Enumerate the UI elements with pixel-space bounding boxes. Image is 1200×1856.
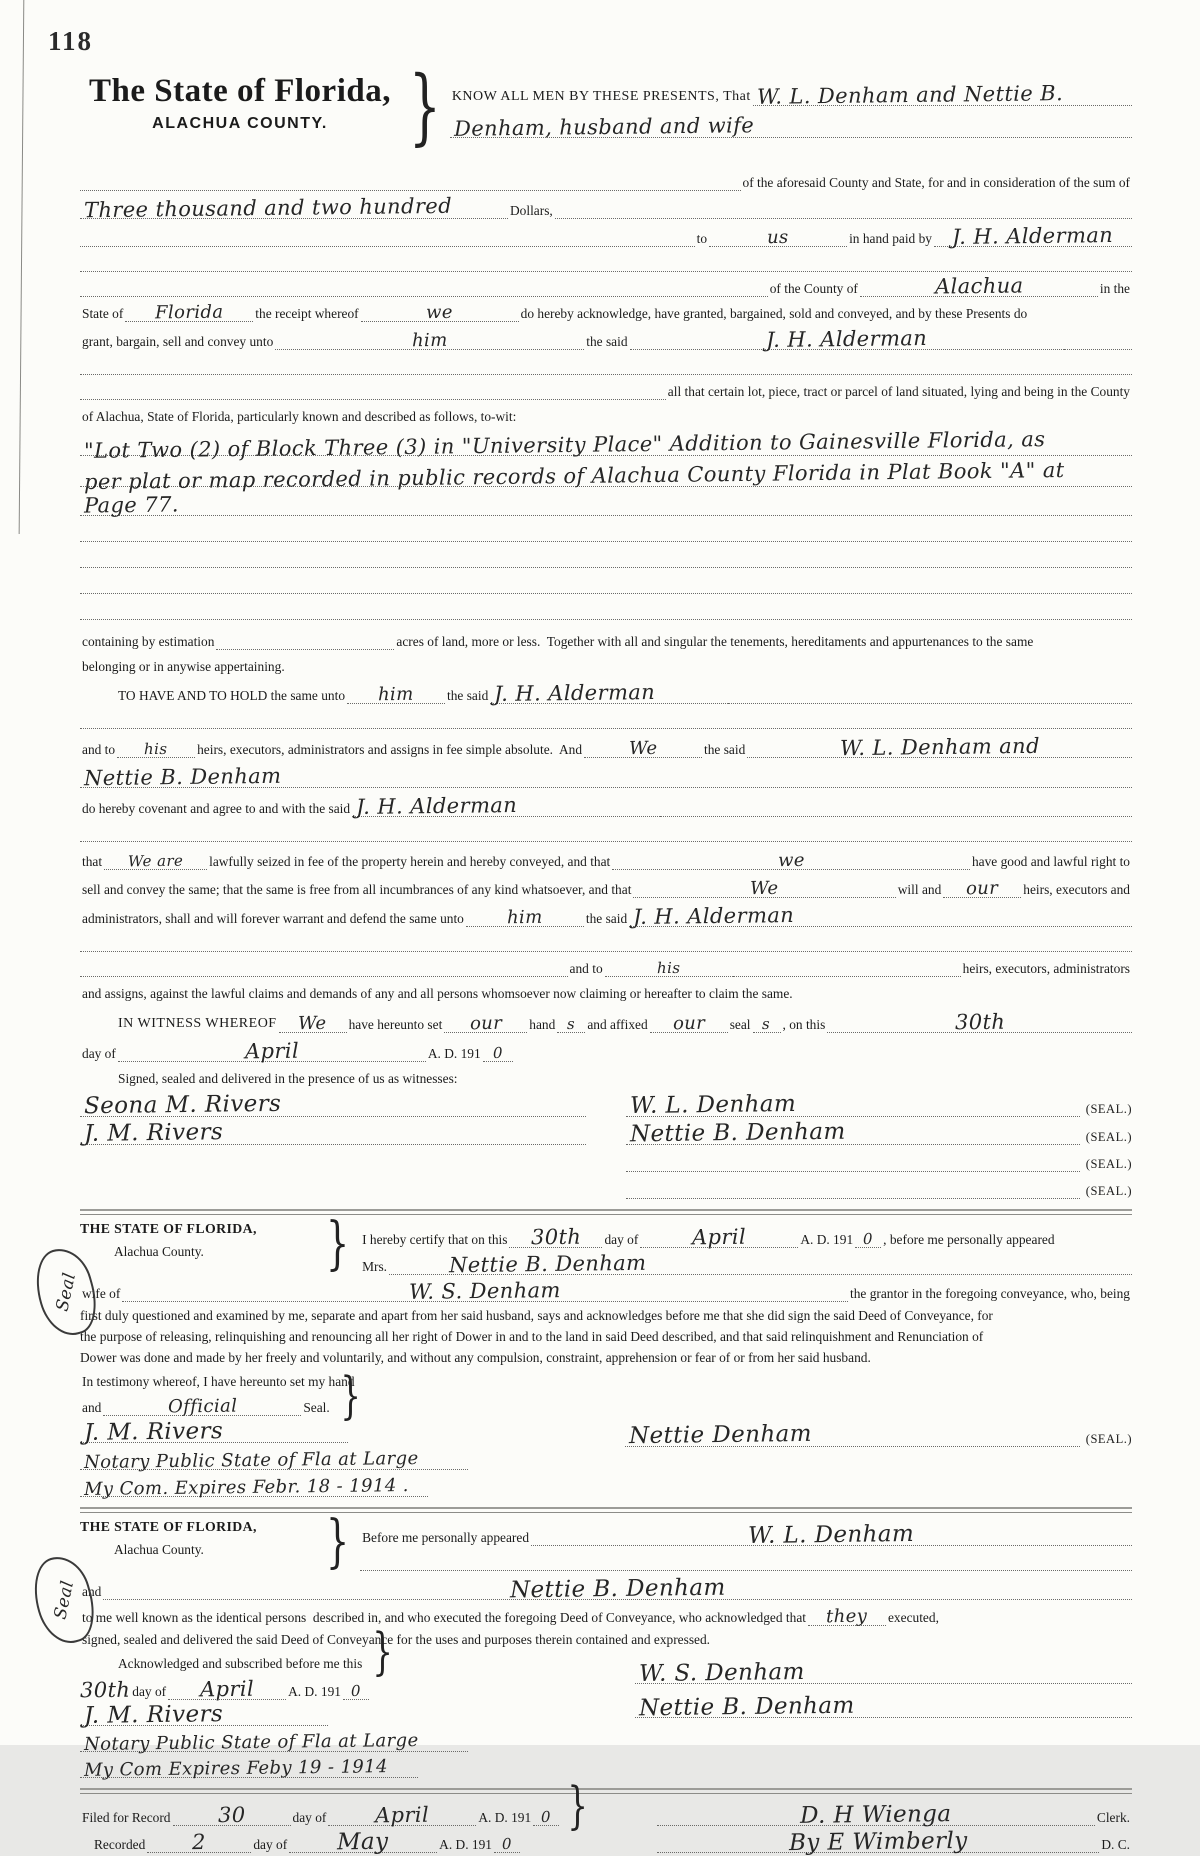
handwritten-we: we: [426, 301, 454, 323]
clerk-signature: D. H Wienga: [800, 1800, 952, 1829]
filed-ad: A. D. 191: [478, 1810, 532, 1826]
before-me-text: , before me personally appeared: [883, 1232, 1055, 1247]
handwritten-filed-month: April: [375, 1802, 430, 1828]
notary-state-heading: THE STATE OF FLORIDA,: [80, 1221, 257, 1236]
handwritten-month: April: [244, 1038, 300, 1063]
to-have-line: [80, 675, 1132, 704]
acknowledge-text: do hereby acknowledge, have granted, bargained, sold and conveyed, and by these Presents do: [520, 306, 1028, 321]
will-and-text: will and: [897, 882, 942, 897]
handwritten-grantor-names-2: Denham, husband and wife: [453, 112, 755, 141]
grantor-signature-1: W. L. Denham: [629, 1091, 797, 1120]
known-line: [80, 1600, 1132, 1626]
heirs-fee-text: heirs, executors, administrators and assigns in fee simple absolute. And: [197, 742, 583, 757]
dower-body-1: first duly questioned and examined by me, separate and apart from her said husband, says and acknowledges before me that she did sign the said Deed of Conveyance, for: [80, 1308, 993, 1323]
handwritten-ack2-day: 30th: [79, 1678, 131, 1703]
the-said-text-4: the said: [585, 911, 628, 926]
grantor-2-line: [80, 758, 1132, 788]
assigns-text: and assigns, against the lawful claims and demands of any and all persons whomsoever now claiming or hereafter to claim the same.: [82, 986, 793, 1001]
seized-text: lawfully seized in fee of the property herein and hereby conveyed, and that: [209, 854, 611, 869]
handwritten-ack2-month: April: [199, 1676, 255, 1702]
document-header: [80, 57, 1132, 166]
granting-line-amount: [80, 191, 1132, 222]
granting-line-state: [80, 297, 1132, 322]
handwritten-him-2: him: [378, 683, 414, 705]
ack-ad-text: A. D. 191: [800, 1232, 854, 1247]
receipt-text: the receipt whereof: [255, 306, 359, 321]
blank-dotted-line: [80, 542, 1132, 568]
handwritten-grantee-2: J. H. Alderman: [494, 679, 656, 706]
handwritten-description-3: Page 77.: [83, 492, 179, 518]
grantor-signature-2: Nettie B. Denham: [629, 1119, 846, 1148]
seal-scrawl-text-2: Seal: [49, 1578, 78, 1622]
executed-text: executed,: [887, 1610, 939, 1626]
handwritten-his-2: his: [656, 958, 681, 977]
record-brace: }: [567, 1775, 589, 1835]
document-title: The State of Florida,: [89, 73, 391, 109]
handwritten-we-are: We are: [127, 851, 184, 870]
witness-signature-1: Seona M. Rivers: [83, 1091, 282, 1120]
handwritten-amount: Three thousand and two hundred: [83, 193, 453, 222]
deputy-clerk-signature: By E Wimberly: [788, 1827, 968, 1856]
clerk-label: Clerk.: [1096, 1810, 1130, 1826]
handwritten-payee: us: [767, 226, 790, 248]
handwritten-state: Florida: [154, 301, 224, 324]
handwritten-official: Official: [167, 1395, 238, 1418]
recorded-ad: A. D. 191: [439, 1837, 492, 1853]
recorded-day-of: day of: [253, 1837, 288, 1853]
header-brace: }: [408, 57, 441, 155]
witness-signature-2: J. M. Rivers: [83, 1119, 224, 1148]
day-of-line: [80, 1033, 1132, 1062]
seal-word-text: Seal.: [303, 1400, 330, 1416]
wife-of-text: wife of: [82, 1286, 121, 1301]
notary-state-heading-2: THE STATE OF FLORIDA,: [80, 1519, 257, 1535]
testimony-block: [80, 1365, 1132, 1500]
testimony-brace: }: [340, 1365, 361, 1425]
ack-signer-2: Nettie B. Denham: [638, 1692, 855, 1722]
heirs-claims-line: [80, 952, 1132, 977]
acknowledged-brace: }: [372, 1621, 394, 1681]
the-said-text-2: the said: [447, 688, 489, 703]
handwritten-s-2: s: [762, 1014, 771, 1033]
certify-text: I hereby certify that on this: [362, 1232, 508, 1247]
day-of-text: day of: [82, 1046, 116, 1061]
blank-dotted-line: [80, 594, 1132, 620]
in-witness-text: IN WITNESS WHEREOF: [118, 1016, 277, 1032]
wife-of-line: [80, 1275, 1132, 1302]
handwritten-person-2: Nettie B. Denham: [509, 1574, 726, 1604]
in-the-text: in the: [1099, 281, 1130, 296]
handwritten-grantor-2: Nettie B. Denham: [83, 763, 282, 790]
and-to-text-2: and to: [569, 961, 603, 976]
notary-title-hw: Notary Public State of Fla at Large: [83, 1447, 419, 1473]
assigns-line: [80, 977, 1132, 1002]
handwritten-recorded-year: 0: [501, 1834, 513, 1853]
handwritten-person-1: W. L. Denham: [748, 1520, 915, 1549]
notary-title-hw-2: Notary Public State of Fla at Large: [83, 1729, 419, 1755]
handwritten-they: they: [826, 1605, 868, 1628]
handwritten-his: his: [144, 739, 168, 758]
seized-line: [80, 842, 1132, 870]
handwritten-ack2-year: 0: [350, 1681, 362, 1700]
aforesaid-text: of the aforesaid County and State, for and in consideration of the sum of: [742, 175, 1130, 190]
handwritten-year-digit: 0: [492, 1043, 503, 1062]
handwritten-him-3: him: [506, 906, 543, 928]
ack2-ad: A. D. 191: [288, 1684, 341, 1700]
handwritten-our: our: [966, 877, 999, 899]
handwritten-our-3: our: [672, 1012, 705, 1034]
handwritten-him: him: [411, 329, 448, 351]
administrators-text: administrators, shall and will forever warrant and defend the same unto: [82, 911, 464, 926]
blank-dotted-line: [80, 568, 1132, 594]
granting-line-convey: [80, 322, 1132, 350]
covenant-text: do hereby covenant and agree to and with the said: [82, 801, 351, 816]
seal-label: (SEAL.): [1085, 1184, 1132, 1198]
dower-ack-header: [80, 1210, 1132, 1277]
dower-signer-signature: Nettie Denham: [628, 1421, 813, 1450]
notary-expiry-hw-2: My Com Expires Feby 19 - 1914: [83, 1756, 389, 1781]
dower-body-2: the purpose of releasing, relinquishing and renouncing all her right of Dower in and to the land in said Deed described, and that said relinquishment and Renunciation of: [80, 1328, 984, 1344]
handwritten-ack-year: 0: [863, 1229, 874, 1248]
acknowledged-text: Acknowledged and subscribed before me this: [118, 1656, 363, 1672]
granting-line-county: [80, 272, 1132, 297]
handwritten-we-5: We: [298, 1012, 327, 1034]
belonging-line: [80, 650, 1132, 675]
handwritten-ack-day: 30th: [530, 1224, 582, 1249]
containing-text: containing by estimation: [82, 634, 215, 649]
granting-line-paid-by: [80, 219, 1132, 247]
blank-dotted-line: [80, 704, 1132, 729]
blank-dotted-line: [80, 817, 1132, 842]
handwritten-we-3: we: [777, 849, 805, 871]
handwritten-payer: J. H. Alderman: [952, 222, 1114, 249]
grant-unto-text: grant, bargain, sell and convey unto: [82, 334, 274, 349]
seal-text: seal: [729, 1017, 751, 1032]
handwritten-we-2: We: [628, 737, 658, 759]
seal-label: (SEAL.): [1085, 1431, 1132, 1446]
that-text: that: [82, 854, 103, 869]
ack-signer-1: W. S. Denham: [638, 1658, 805, 1687]
granting-line-all-that: [80, 375, 1132, 400]
handwritten-wife-name: Nettie B. Denham: [448, 1250, 647, 1277]
handwritten-day-30: 30th: [954, 1009, 1005, 1034]
blank-dotted-line: [80, 516, 1132, 542]
sell-convey-line: [80, 870, 1132, 898]
blank-dotted-line: [80, 927, 1132, 952]
filed-label: Filed for Record: [82, 1810, 171, 1826]
in-witness-line: [80, 1002, 1132, 1033]
acres-text: acres of land, more or less. Together with all and singular the tenements, hereditaments and appurtenances to the same: [396, 634, 1034, 649]
handwritten-recorded-day: 2: [192, 1829, 207, 1854]
notary-brace-2: }: [325, 1508, 350, 1575]
seal-label: (SEAL.): [1085, 1130, 1132, 1144]
scan-edge-artifact: [19, 0, 25, 534]
seal-scrawl-text: Seal: [51, 1270, 80, 1314]
filed-day-of: day of: [292, 1810, 327, 1826]
and-person-2-line: [80, 1571, 1132, 1604]
belonging-text: belonging or in anywise appertaining.: [82, 659, 285, 674]
and-word-2: and: [82, 1584, 102, 1600]
known-text: to me well known as the identical persons described in, and who executed the foregoing Deed of Conveyance, who acknowledged that: [82, 1610, 806, 1626]
notary-county-heading-2: Alachua County.: [114, 1542, 204, 1558]
the-said-text: the said: [586, 334, 628, 349]
handwritten-grantee-3: J. H. Alderman: [355, 792, 518, 819]
to-have-text: TO HAVE AND TO HOLD the same unto: [118, 688, 346, 703]
page-number: 118: [48, 26, 94, 56]
of-county-text: of the County of: [769, 281, 858, 296]
good-right-text: have good and lawful right to: [971, 854, 1130, 869]
recorded-label: Recorded: [94, 1837, 146, 1853]
handwritten-recorded-month: May: [337, 1828, 390, 1856]
on-this-text: , on this: [782, 1017, 826, 1032]
sell-convey-text: sell and convey the same; that the same is free from all incumbrances of any kind whatsoever, and that: [82, 882, 632, 897]
signature-block: [80, 1087, 1132, 1199]
state-of-text: State of: [82, 306, 124, 321]
heirs-and-text: heirs, executors and: [1023, 882, 1130, 897]
handwritten-grantee-4: J. H. Alderman: [633, 902, 795, 929]
signed-delivered-line: [80, 1626, 1132, 1648]
mrs-text: Mrs.: [362, 1259, 388, 1274]
to-wit-text: of Alachua, State of Florida, particularly known and described as follows, to-wit:: [82, 409, 517, 424]
handwritten-county: Alachua: [934, 273, 1024, 299]
blank-dotted-line: [80, 247, 1132, 272]
and-word-text: and: [82, 1400, 102, 1416]
covenant-line: [80, 788, 1132, 817]
deputy-clerk-label: D. C.: [1101, 1837, 1130, 1853]
handwritten-grantee: J. H. Alderman: [766, 325, 928, 352]
signed-sealed-line: [80, 1062, 1132, 1087]
recording-block: [80, 1775, 1132, 1856]
fee-simple-line: [80, 729, 1132, 758]
handwritten-husband-name: W. S. Denham: [409, 1277, 562, 1304]
dower-body-3: Dower was done and made by her freely and voluntarily, and without any compulsion, constraint, apprehension or fear of or from her said husband.: [80, 1349, 871, 1365]
section-divider: [80, 1209, 1132, 1215]
ack-day-of-text: day of: [604, 1232, 639, 1247]
dollars-text: Dollars,: [510, 203, 553, 218]
seal-label: (SEAL.): [1085, 1157, 1132, 1171]
notary-brace: }: [325, 1210, 350, 1277]
affixed-text: and affixed: [587, 1017, 648, 1032]
handwritten-filed-day: 30: [217, 1802, 246, 1828]
notary-county-heading: Alachua County.: [114, 1244, 204, 1259]
handwritten-s-1: s: [567, 1014, 576, 1033]
handwritten-description-2: per plat or map recorded in public records of Alachua County Florida in Plat Book "A" at: [83, 457, 1065, 494]
hereunto-text: have hereunto set: [348, 1017, 443, 1032]
blank-dotted-line: [80, 350, 1132, 375]
granting-line-aforesaid: [80, 166, 1132, 191]
ack2-day-of: day of: [132, 1684, 167, 1700]
handwritten-we-4: We: [750, 877, 779, 899]
notary-signature: J. M. Rivers: [83, 1417, 224, 1446]
testimony-text: In testimony whereof, I have hereunto set my hand: [82, 1374, 355, 1390]
granting-line-to-wit: [80, 400, 1132, 425]
notary-expiry-hw: My Com. Expires Febr. 18 - 1914 .: [83, 1474, 409, 1500]
handwritten-grantor-1: W. L. Denham and: [839, 733, 1040, 760]
and-to-text: and to: [82, 742, 116, 757]
heirs-2-text: heirs, executors, administrators: [962, 961, 1130, 976]
section-divider: [80, 1507, 1132, 1513]
grantor-foregoing-text: the grantor in the foregoing conveyance, who, being: [850, 1286, 1130, 1301]
know-all-text: KNOW ALL MEN BY THESE PRESENTS, That: [451, 89, 751, 105]
before-text: Before me personally appeared: [362, 1530, 530, 1546]
signed-sealed-text: Signed, sealed and delivered in the presence of us as witnesses:: [118, 1071, 458, 1086]
deed-ack-header: [80, 1508, 1132, 1575]
the-said-text-3: the said: [704, 742, 746, 757]
handwritten-our-2: our: [469, 1012, 503, 1034]
all-that-text: all that certain lot, piece, tract or parcel of land situated, lying and being in the County: [667, 384, 1130, 399]
section-divider: [80, 1788, 1132, 1794]
handwritten-grantor-names: W. L. Denham and Nettie B.: [756, 80, 1064, 109]
to-text: to: [696, 231, 708, 246]
handwritten-filed-year: 0: [541, 1807, 552, 1826]
hand-text: hand: [529, 1017, 556, 1032]
handwritten-ack-month: April: [692, 1224, 747, 1249]
description-line-1: [80, 425, 1132, 463]
notary-signature-2: J. M. Rivers: [83, 1700, 224, 1729]
seal-label: (SEAL.): [1085, 1102, 1132, 1116]
signed-delivered-text: signed, sealed and delivered the said Deed of Conveyance for the uses and purposes therein contained and expressed.: [82, 1632, 711, 1648]
document-county: ALACHUA COUNTY.: [152, 114, 328, 132]
handwritten-description-1: "Lot Two (2) of Block Three (3) in "University Place" Addition to Gainesville Florida, as: [83, 426, 1046, 463]
ad-text: A. D. 191: [427, 1046, 481, 1061]
containing-line: [80, 620, 1132, 650]
in-hand-text: in hand paid by: [849, 231, 932, 246]
warrant-defend-line: [80, 898, 1132, 927]
